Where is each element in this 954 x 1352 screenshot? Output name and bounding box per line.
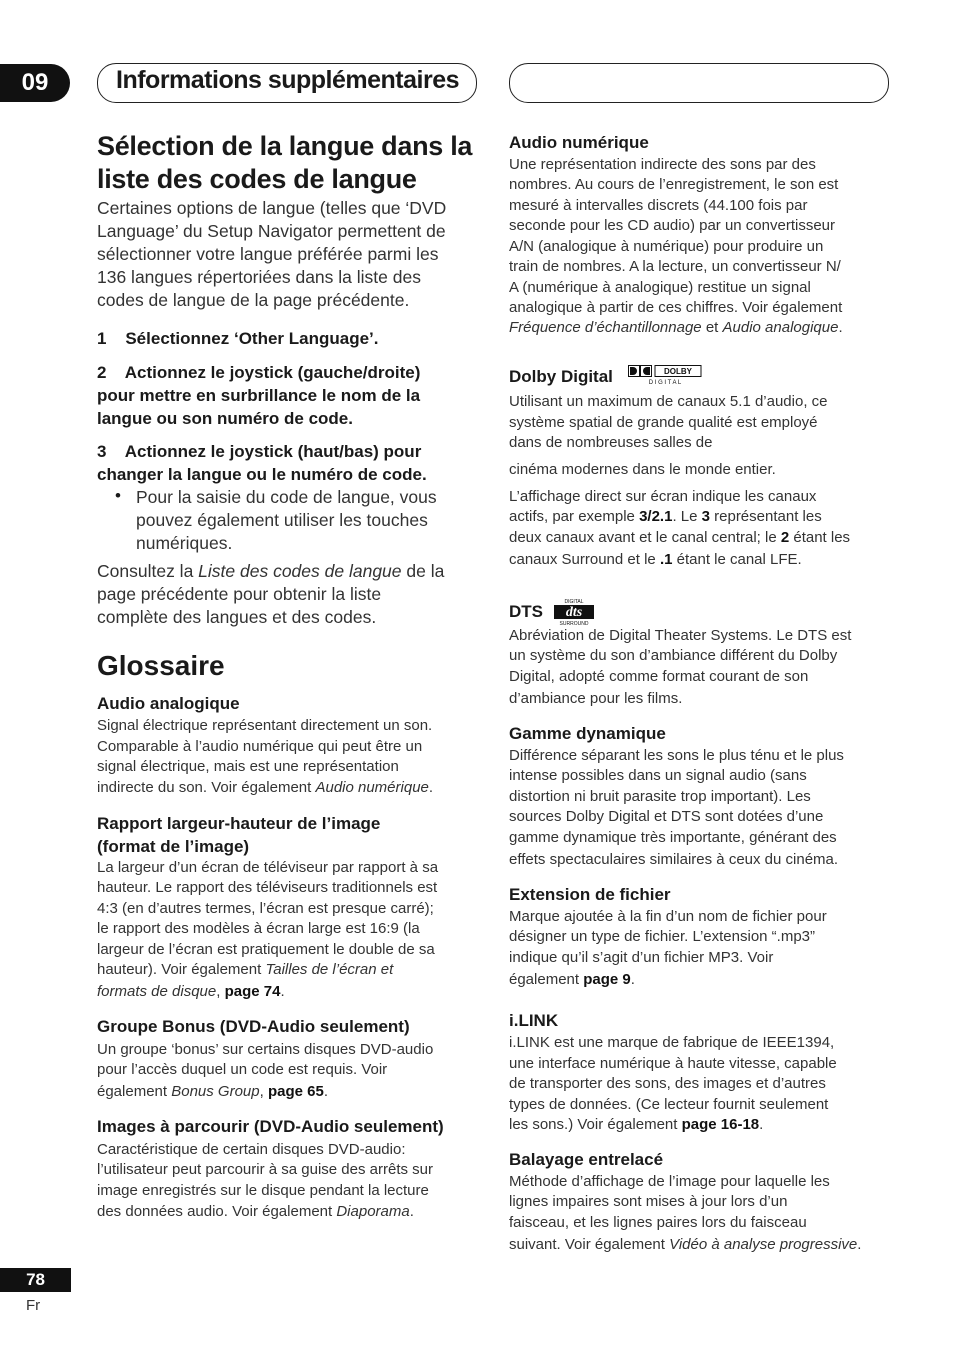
term-balayage-entrelace: Balayage entrelacé [509,1150,664,1169]
consult-line3: complète des langues et des codes. [97,607,377,627]
def-line: intense possibles dans un signal audio (sans [509,767,807,784]
def-line: gamme dynamique très importante, générant des [509,829,837,846]
def-line [509,1235,861,1256]
def-text: les sons.) Voir également [509,1116,682,1133]
def-line: analogique à partir de ces chiffres. Voir également [509,299,843,316]
def-line: Marque ajoutée à la fin d’un nom de fichier pour [509,908,827,925]
dolby-digital-logo [628,365,702,385]
def-text: étant les [789,529,851,546]
blank-header-tab [509,63,889,103]
chapter-number-badge: 09 [0,64,70,102]
intro-line5: codes de langue de la page précédente. [97,290,410,310]
def-line: système spatial de grande qualité est employé [509,414,818,431]
def-line: Un groupe ‘bonus’ sur certains disques DVD-audio [97,1041,434,1058]
def-line: Digital, adopté comme format courant de son [509,668,809,685]
def-line [509,1115,763,1136]
def-line [97,960,393,981]
chapter-title-box [97,63,477,103]
def-text: canaux Surround et le [509,551,660,568]
def-text: étant le canal LFE. [672,551,802,568]
step-2-line2: pour mettre en surbrillance le nom de la [97,386,421,405]
dts-logo-top-text: DIGITAL [564,599,584,605]
consult-line2: page précédente pour obtenir la liste [97,584,382,604]
section-title-line2: liste des codes de langue [97,164,417,194]
def-line: nombres. Au cours de l’enregistrement, le son est [509,176,839,193]
def-line: faisceau, et les lignes paires lors du faisceau [509,1214,807,1231]
term-audio-numerique: Audio numérique [509,133,649,152]
def-line: Caractéristique de certain disques DVD-audio: [97,1141,406,1158]
bullet-line1: Pour la saisie du code de langue, vous [136,487,437,507]
def-text: . [759,1116,764,1133]
def-text: , [216,983,225,1000]
def-line [97,1082,328,1103]
def-line [509,528,850,549]
def-line: i.LINK est une marque de fabrique de IEEE1394, [509,1034,835,1051]
def-line: seconde pour les CD audio) par un convertisseur [509,217,836,234]
term-ilink: i.LINK [509,1011,559,1030]
term-dts: DTS [509,602,543,621]
term-aspect-line2: (format de l’image) [97,837,250,856]
term-aspect-line1: Rapport largeur-hauteur de l’image [97,814,381,833]
def-line: indique qu’il s’agit d’un fichier MP3. Voir [509,949,774,966]
def-line [97,778,433,799]
term-groupe-bonus: Groupe Bonus (DVD-Audio seulement) [97,1017,410,1036]
bullet-line2: pouvez également utiliser les touches [136,510,428,530]
def-text: suivant. Voir également [509,1236,670,1253]
def-line: le rapport des modèles à écran large est 16:9 (la [97,920,420,937]
def-line: lignes impaires sont mises à jour lors d’un [509,1193,788,1210]
page-reference: page 16-18 [681,1116,760,1133]
def-text: . [428,779,434,796]
def-line: 4:3 (en d’autres termes, l’écran est presque carré); [97,900,434,917]
section-title-line1: Sélection de la langue dans la [97,131,473,161]
def-text: également [97,1083,172,1100]
bullet-line3: numériques. [136,533,233,553]
bullet-dot: • [115,486,121,505]
def-line [509,550,802,571]
intro-line4: 136 langues répertoriées dans la liste des [97,267,421,287]
def-line: pour l’accès duquel un code est requis. Voir [97,1061,388,1078]
def-line [509,507,822,528]
def-bold: .1 [659,551,673,568]
def-text: . [280,983,285,1000]
def-line: A (numérique à analogique) restitue un signal [509,279,811,296]
term-images-parcourir: Images à parcourir (DVD-Audio seulement) [97,1117,444,1136]
consult-post: de la [401,561,445,581]
def-italic: Vidéo à analyse progressive [669,1236,858,1253]
def-text: . [323,1083,328,1100]
def-line [97,1202,414,1223]
intro-line3: sélectionner votre langue préférée parmi les [97,244,439,264]
def-italic: Diaporama [336,1203,410,1220]
def-text: . [630,971,635,988]
step-2-line1: 2 Actionnez le joystick (gauche/droite) [97,363,421,382]
def-line: dans de nombreuses salles de [509,434,713,451]
def-bold: 3 [701,508,710,525]
def-text: actifs, par exemple [509,508,640,525]
def-line: largeur de l’écran est pratiquement le double de sa [97,941,435,958]
consult-line1 [97,560,444,583]
def-line: Utilisant un maximum de canaux 5.1 d’audio, ce [509,393,828,410]
def-line: hauteur. Le rapport des téléviseurs traditionnels est [97,879,438,896]
step-2-line3: langue ou son numéro de code. [97,409,353,428]
def-italic: formats de disque [97,983,217,1000]
term-gamme-dynamique: Gamme dynamique [509,724,666,743]
page-number: 78 [0,1268,71,1292]
def-line: train de nombres. A la lecture, un convertisseur N/ [509,258,841,275]
def-line: mesuré à intervalles discrets (44.100 fois par [509,197,808,214]
term-audio-analogique: Audio analogique [97,694,240,713]
def-text: et [701,319,723,336]
def-line: Comparable à l’audio numérique qui peut être un [97,738,423,755]
def-line: l’utilisateur peut parcourir à sa guise des arrêts sur [97,1161,433,1178]
step-1: 1 Sélectionnez ‘Other Language’. [97,329,379,348]
def-text: indirecte du son. Voir également [97,779,316,796]
page-reference: page 74 [224,983,281,1000]
def-bold: 3/2.1 [639,508,673,525]
dolby-logo-text: DOLBY [664,367,692,376]
dts-logo-bottom-text: SURROUND [559,621,589,626]
consult-pre: Consultez la [97,561,199,581]
def-text: . [409,1203,414,1220]
def-bold: 2 [780,529,790,546]
dolby-logo-subtext: D I G I T A L [648,380,682,385]
def-text: des données audio. Voir également [97,1203,337,1220]
consult-italic: Liste des codes de langue [198,561,402,581]
step-3-line2: changer la langue ou le numéro de code. [97,465,427,484]
def-text: également [509,971,584,988]
page-reference: page 65 [267,1083,324,1100]
def-text: , [259,1083,268,1100]
intro-line1: Certaines options de langue (telles que ‘DVD [97,198,447,218]
def-line [509,970,635,991]
def-line: une interface numérique à haute vitesse, capable [509,1055,837,1072]
language-code: Fr [26,1297,41,1314]
def-italic: Audio numérique [315,779,429,796]
glossary-title: Glossaire [97,650,225,681]
def-line: A/N (analogique à numérique) pour produire un [509,238,824,255]
dts-logo-mark: dts [565,605,583,620]
def-line: Méthode d’affichage de l’image pour laquelle les [509,1173,830,1190]
def-italic: Tailles de l’écran et [265,961,394,978]
intro-line2: Language’ du Setup Navigator permettent de [97,221,446,241]
def-line: désigner un type de fichier. L’extension “.mp3” [509,928,816,945]
def-line: Différence séparant les sons le plus ténu et le plus [509,747,844,764]
def-line: cinéma modernes dans le monde entier. [509,461,776,478]
term-extension-fichier: Extension de fichier [509,885,671,904]
def-line: distortion ni bruit parasite trop important). Les [509,788,811,805]
def-line: types de données. (Ce lecteur fournit seulement [509,1096,829,1113]
def-text: représentant les [709,508,822,525]
page-reference: page 9 [583,971,631,988]
def-line: sources Dolby Digital et DTS sont dotées d’une [509,808,824,825]
def-text: deux canaux avant et le canal central; le [509,529,781,546]
def-line: un système du son d’ambiance différent du Dolby [509,647,838,664]
def-italic: Fréquence d’échantillonnage [509,319,702,336]
def-line: Signal électrique représentant directement un son. [97,717,433,734]
dts-logo [553,598,595,626]
term-dolby-digital: Dolby Digital [509,367,613,386]
chapter-title: Informations supplémentaires [116,66,460,94]
def-line: effets spectaculaires similaires à ceux du cinéma. [509,851,839,868]
def-line: signal électrique, mais est une représentation [97,758,399,775]
def-line: d’ambiance pour les films. [509,690,683,707]
def-text: . [838,319,843,336]
def-line [97,982,285,1003]
def-text: . Le [672,508,702,525]
def-line [509,318,843,339]
def-line: de transporter des sons, des images et d’autres [509,1075,826,1092]
def-italic: Bonus Group [171,1083,260,1100]
def-line: La largeur d’un écran de téléviseur par rapport à sa [97,859,439,876]
def-text: hauteur). Voir également [97,961,266,978]
step-3-line1: 3 Actionnez le joystick (haut/bas) pour [97,442,422,461]
def-line: Abréviation de Digital Theater Systems. Le DTS est [509,627,852,644]
def-line: Une représentation indirecte des sons par des [509,156,816,173]
def-italic: Audio analogique [722,319,839,336]
def-line: image enregistrés sur le disque pendant la lecture [97,1182,429,1199]
def-text: . [857,1236,862,1253]
def-line: L’affichage direct sur écran indique les canaux [509,488,817,505]
